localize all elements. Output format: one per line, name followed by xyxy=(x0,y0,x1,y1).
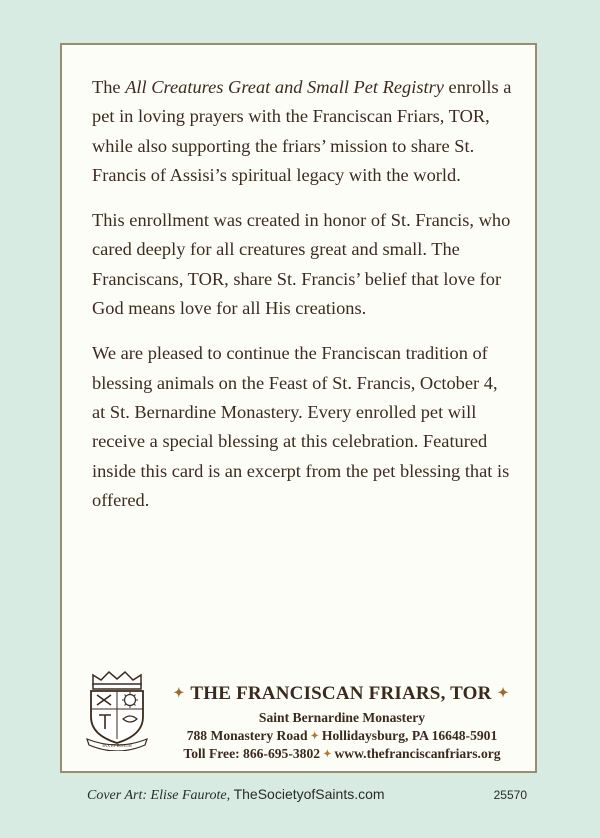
diamond-separator-icon: ✦ xyxy=(310,731,319,742)
registry-title: All Creatures Great and Small Pet Registry xyxy=(125,77,444,97)
phone-web-line xyxy=(162,746,522,762)
paragraph-registry: The All Creatures Great and Small Pet Registry enrolls a pet in loving prayers with the Franciscan Friars, TOR, while also supporting the friars’ mission to share St. Francis of Assisi’s spiritual legacy with the world. xyxy=(92,77,512,185)
paragraph-honor: This enrollment was created in honor of St. Francis, who cared deeply for all creatures great and small. The Franciscans, TOR, share St. Francis’ belief that love for God means love for all His creations. xyxy=(92,210,511,319)
society-of-saints-site: TheSocietyofSaints.com xyxy=(233,786,385,802)
product-code: 25570 xyxy=(493,788,527,802)
monastery-name: Saint Bernardine Monastery xyxy=(258,710,426,725)
paragraph-blessing: We are pleased to continue the Franciscan tradition of blessing animals on the Feast of St. Francis, October 4, at St. Bernardine Monastery. Every enrolled pet will receive a special blessing at this celebration. Featured inside this card is an excerpt from the pet blessing that is offered. xyxy=(92,343,510,510)
diamond-separator-icon: ✦ xyxy=(497,685,509,700)
website-link: www.thefranciscanfriars.org xyxy=(334,746,501,761)
diamond-separator-icon: ✦ xyxy=(323,749,332,760)
svg-text:PAX ET BONUM: PAX ET BONUM xyxy=(102,743,132,748)
address-line: 788 Monastery Road ✦ Hollidaysburg, PA 16648-5901 xyxy=(186,728,498,743)
card-body-text xyxy=(92,73,514,531)
footer-credits xyxy=(87,786,527,804)
diamond-separator-icon: ✦ xyxy=(173,685,185,700)
phone-number: Toll Free: 866-695-3802 xyxy=(183,746,321,761)
enrollment-card xyxy=(60,43,537,773)
organization-name: ✦ THE FRANCISCAN FRIARS, TOR ✦ xyxy=(173,683,509,704)
cover-art-credit: Cover Art: Elise Faurote, xyxy=(87,788,231,803)
franciscan-crest-icon xyxy=(85,669,149,751)
